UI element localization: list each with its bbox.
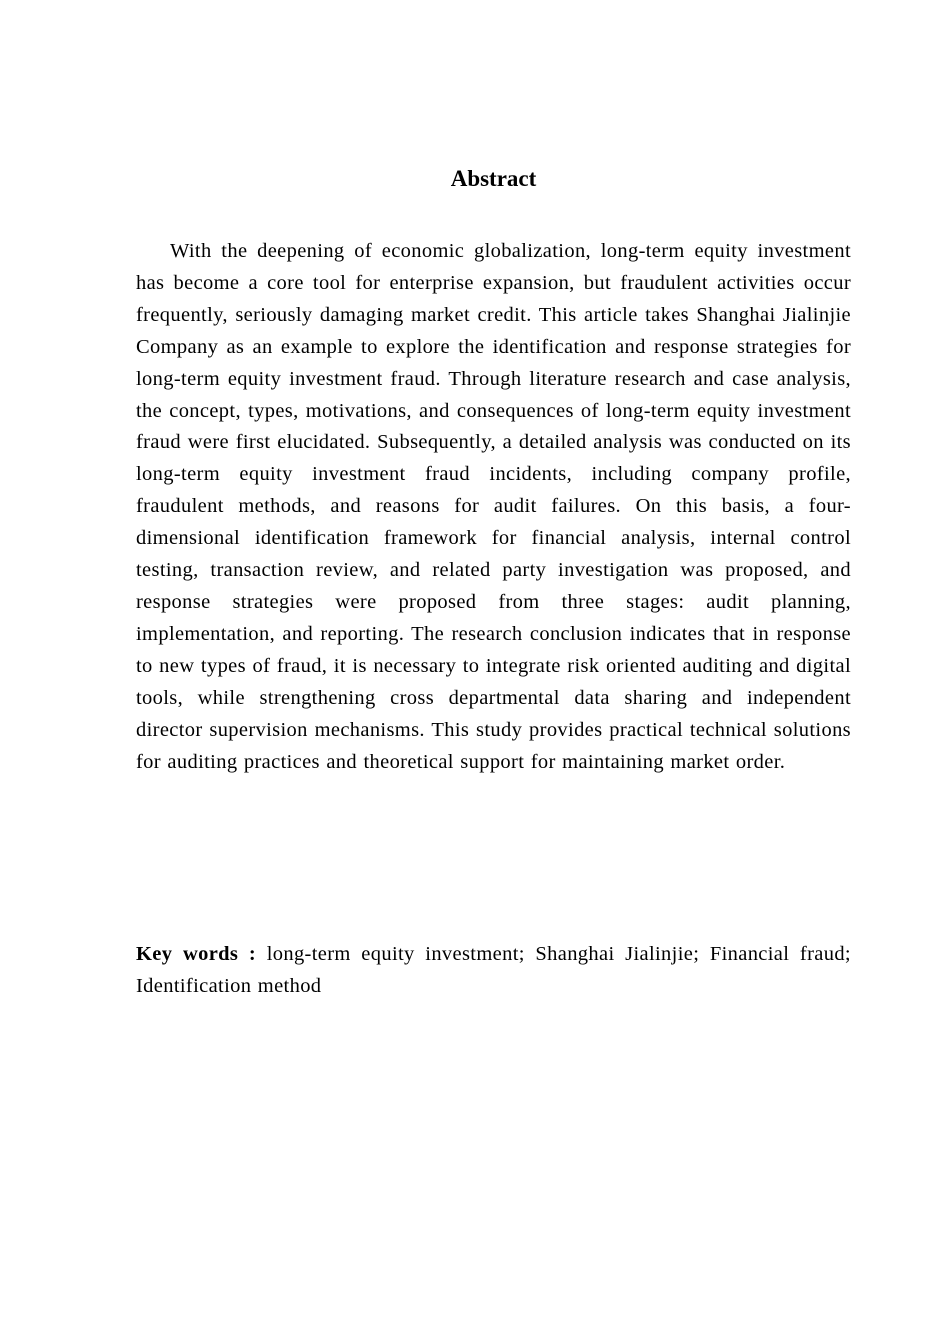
keywords-text: long-term equity investment; Shanghai Jialinjie; Financial fraud; Identification method (136, 943, 851, 997)
keywords-line (136, 938, 851, 1002)
abstract-paragraph: With the deepening of economic globalization, long-term equity investment has become a core tool for enterprise expansion, but fraudulent activities occur frequently, seriously damaging market credit. This article takes Shanghai Jialinjie Company as an example to explore the identification and response strategies for long-term equity investment fraud. Through literature research and case analysis, the concept, types, motivations, and consequences of long-term equity investment fraud were first elucidated. Subsequently, a detailed analysis was conducted on its long-term equity investment fraud incidents, including company profile, fraudulent methods, and reasons for audit failures. On this basis, a four-dimensional identification framework for financial analysis, internal control testing, transaction review, and related party investigation was proposed, and response strategies were proposed from three stages: audit planning, implementation, and reporting. The research conclusion indicates that in response to new types of fraud, it is necessary to integrate risk oriented auditing and digital tools, while strengthening cross departmental data sharing and independent director supervision mechanisms. This study provides practical technical solutions for auditing practices and theoretical support for maintaining market order. (136, 240, 851, 773)
abstract-title: Abstract (450, 166, 537, 191)
keywords-label: Key words : (136, 943, 257, 965)
